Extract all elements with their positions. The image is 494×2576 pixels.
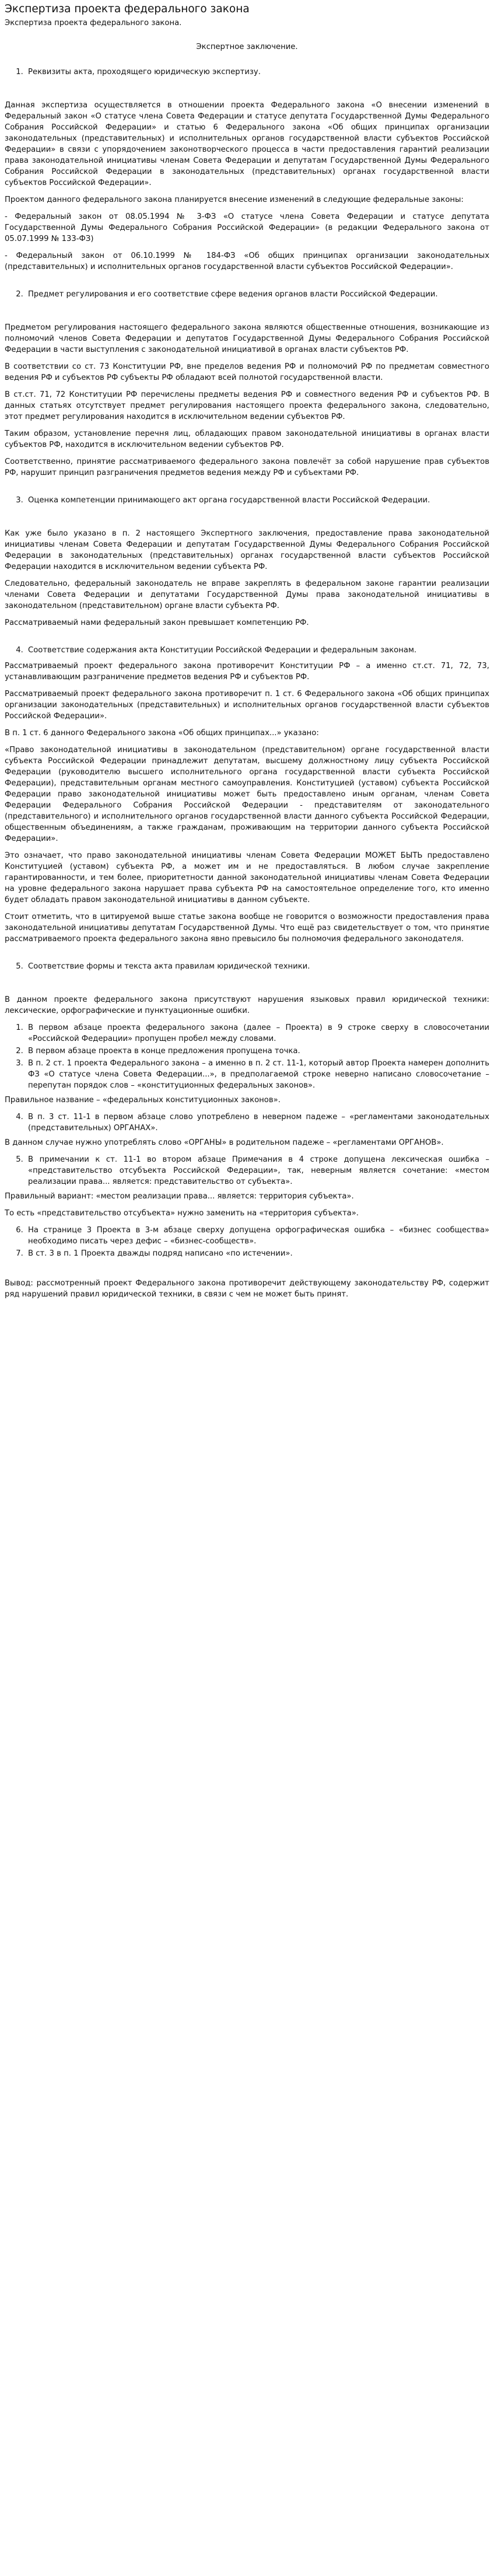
law-item: - Федеральный закон от 06.10.1999 № 184-ФЗ «Об общих принципах организации законодательных (представительных) и исполнительных органов государственной власти субъектов Российской Федерации». — [5, 251, 489, 271]
list-item: 7. В ст. 3 в п. 1 Проекта дважды подряд написано «по истечении». — [26, 1248, 489, 1259]
paragraph: Это означает, что право законодательной инициативы членам Совета Федерации МОЖЕТ БЫТЬ предоставлено Конституцией (уставом) субъекта РФ, а может им и не предоставляться. В любом случае закрепление гарантированности, и тем более, приоритетности данной законодательной инициативы членам Совета Федерации на уровне федерального закона нарушает права субъекта РФ на самостоятельное определение того, кто именно будет обладать правом законодательной инициативы в данном субъекте. — [5, 851, 489, 904]
section-5-heading — [5, 961, 489, 972]
section-heading-text: 2. Предмет регулирования и его соответствие сфере ведения органов власти Российской Федерации. — [26, 289, 489, 300]
error-list — [5, 1112, 489, 1134]
section-heading-text: 5. Соответствие формы и текста акта правилам юридической техники. — [26, 961, 489, 972]
section-4-heading — [5, 645, 489, 656]
paragraph: Как уже было указано в п. 2 настоящего Экспертного заключения, предоставление права законодательной инициативы членам Совета Федерации и депутатам Государственной Думы Федерального Собрания Российской Федерации в законодательных (представительных) органах государственной власти субъектов Российской Федерации находится в исключительном ведении субъекта РФ. — [5, 529, 489, 571]
section-heading-text: 4. Соответствие содержания акта Конституции Российской Федерации и федеральным законам. — [26, 645, 489, 656]
paragraph: Рассматриваемый нами федеральный закон превышает компетенцию РФ. — [5, 618, 309, 627]
paragraph: В п. 1 ст. 6 данного Федерального закона «Об общих принципах...» указано: — [5, 729, 319, 738]
paragraph: Данная экспертиза осуществляется в отношении проекта Федерального закона «О внесении изменений в Федеральный закон «О статусе члена Совета Федерации и статусе депутата Государственной Думы Федерального Собрания Российской Федерации» и статью 6 Федерального закона «Об общих принципах организации законодательных (представительных) и исполнительных органов государственной власти субъектов Российской Федерации» в связи с упорядочением законотворческого процесса в части предоставления гарантий реализации права законодательной инициативы членам Совета Федерации и депутатам Государственной Думы Федерального Собрания Российской Федерации в законодательных (представительных) органах государственной власти субъектов Российской Федерации». — [5, 101, 489, 187]
paragraph: Проектом данного федерального закона планируется внесение изменений в следующие федеральные законы: — [5, 195, 464, 204]
paragraph: Правильный вариант: «местом реализации права... является: территория субъекта». — [5, 1192, 354, 1201]
paragraph: Предметом регулирования настоящего федерального закона являются общественные отношения, возникающие из полномочий членов Совета Федерации и депутатов Государственной Думы Федерального Собрания Российской Федерации в части выступления с законодательной инициативой в органах власти субъектов РФ. — [5, 323, 489, 354]
list-item: 3. В п. 2 ст. 1 проекта Федерального закона – а именно в п. 2 ст. 11-1, который автор Проекта намерен дополнить ФЗ «О статусе члена Совета Федерации...», в предполагаемой строке неверно написано словосочетание – перепутан порядок слов – «конституционных федеральных законов». — [26, 1058, 489, 1091]
paragraph: В ст.ст. 71, 72 Конституции РФ перечислены предметы ведения РФ и совместного ведения РФ и субъектов РФ. В данных статьях отсутствует предмет регулирования настоящего проекта федерального закона, следовательно, этот предмет регулирования находится в исключительном ведении субъектов РФ. — [5, 390, 489, 421]
paragraph: Рассматриваемый проект федерального закона противоречит Конституции РФ – а именно ст.ст. 71, 72, 73, устанавливающим разграничение предметов ведения РФ и субъектов РФ. — [5, 662, 489, 681]
paragraph: Следовательно, федеральный законодатель не вправе закреплять в федеральном законе гарантии реализации членами Совета Федерации и депутатами Государственной Думы права законодательной инициативы в законодательном (представительном) органе власти субъекта РФ. — [5, 579, 489, 610]
list-item: 1. В первом абзаце проекта федерального закона (далее – Проекта) в 9 строке сверху в словосочетании «Российской Федерации» пропущен пробел между словами. — [26, 1022, 489, 1044]
law-item: - Федеральный закон от 08.05.1994 № 3-ФЗ «О статусе члена Совета Федерации и статусе депутата Государственной Думы Федерального Собрания Российской Федерации» (в редакции Федерального закона от 05.07.1999 № 133-ФЗ) — [5, 212, 489, 243]
list-item: 4. В п. 3 ст. 11-1 в первом абзаце слово употреблено в неверном падеже – «регламентами законодательных (представительных) ОРГАНАХ». — [26, 1112, 489, 1134]
paragraph: Соответственно, принятие рассматриваемого федерального закона повлечёт за собой нарушение прав субъектов РФ, нарушит принцип разграничения предметов ведения между РФ и субъектами РФ. — [5, 457, 489, 477]
paragraph: Рассматриваемый проект федерального закона противоречит п. 1 ст. 6 Федерального закона «Об общих принципах организации законодательных (представительных) и исполнительных органов государственной власти субъектов Российской Федерации». — [5, 690, 489, 721]
list-item: 5. В примечании к ст. 11-1 во втором абзаце Примечания в 4 строке допущена лексическая ошибка – «представительство отсубъекта Российской Федерации», так, неверным является сочетание: «местом реализации права... является: представительство от субъекта». — [26, 1154, 489, 1187]
conclusion: Вывод: рассмотренный проект Федерального закона противоречит действующему законодательству РФ, содержит ряд нарушений правил юридической техники, в связи с чем не может быть принят. — [5, 1279, 489, 1299]
paragraph: То есть «представительство отсубъекта» нужно заменить на «территория субъекта». — [5, 1209, 359, 1218]
section-1-heading — [5, 67, 489, 78]
quote-paragraph: «Право законодательной инициативы в законодательном (представительном) органе государственной власти субъекта Российской Федерации принадлежит депутатам, высшему должностному лицу субъекта Российской Федерации (руководителю высшего исполнительного органа государственной власти субъекта Российской Федерации), представительным органам местного самоуправления. Конституцией (уставом) субъекта Российской Федерации право законодательной инициативы может быть предоставлено иным органам, членам Совета Федерации Федерального Собрания Российской Федерации - представителям от законодательного (представительного) и исполнительного органов государственной власти данного субъекта Российской Федерации, общественным объединениям, а также гражданам, проживающим на территории данного субъекта Российской Федерации». — [5, 746, 489, 843]
paragraph: Таким образом, установление перечня лиц, обладающих правом законодательной инициативы в органах власти субъектов РФ, находится в исключительном ведении субъектов РФ. — [5, 429, 489, 449]
list-item: 6. На странице 3 Проекта в 3-м абзаце сверху допущена орфографическая ошибка – «бизнес сообщества» необходимо писать через дефис – «бизнес-сообществ». — [26, 1225, 489, 1247]
error-list — [5, 1022, 489, 1091]
section-3-heading — [5, 495, 489, 506]
document-heading: Экспертное заключение. — [196, 43, 298, 51]
document-subtitle: Экспертиза проекта федерального закона. — [5, 19, 182, 27]
error-list — [5, 1225, 489, 1259]
paragraph: Стоит отметить, что в цитируемой выше статье закона вообще не говорится о возможности предоставления права законодательной инициативы депутатам Государственной Думы. Что ещё раз свидетельствует о том, что принятие рассматриваемого проекта федерального закона явно превысило бы полномочия федерального законодателя. — [5, 913, 489, 943]
section-2-heading — [5, 289, 489, 300]
page-title: Экспертиза проекта федерального закона — [5, 3, 250, 15]
paragraph: Правильное название – «федеральных конституционных законов». — [5, 1096, 281, 1105]
section-heading-text: 3. Оценка компетенции принимающего акт органа государственной власти Российской Федерации. — [26, 495, 489, 506]
list-item: 2. В первом абзаце проекта в конце предложения пропущена точка. — [26, 1046, 489, 1057]
paragraph: В данном случае нужно употреблять слово «ОРГАНЫ» в родительном падеже – «регламентами ОРГАНОВ». — [5, 1138, 444, 1147]
paragraph: В данном проекте федерального закона присутствуют нарушения языковых правил юридической техники: лексические, орфографические и пунктуационные ошибки. — [5, 995, 489, 1015]
error-list — [5, 1154, 489, 1187]
section-heading-text: 1. Реквизиты акта, проходящего юридическую экспертизу. — [26, 67, 489, 78]
paragraph: В соответствии со ст. 73 Конституции РФ, вне пределов ведения РФ и полномочий РФ по предметам совместного ведения РФ и субъектов РФ субъекты РФ обладают всей полнотой государственной власти. — [5, 362, 489, 382]
